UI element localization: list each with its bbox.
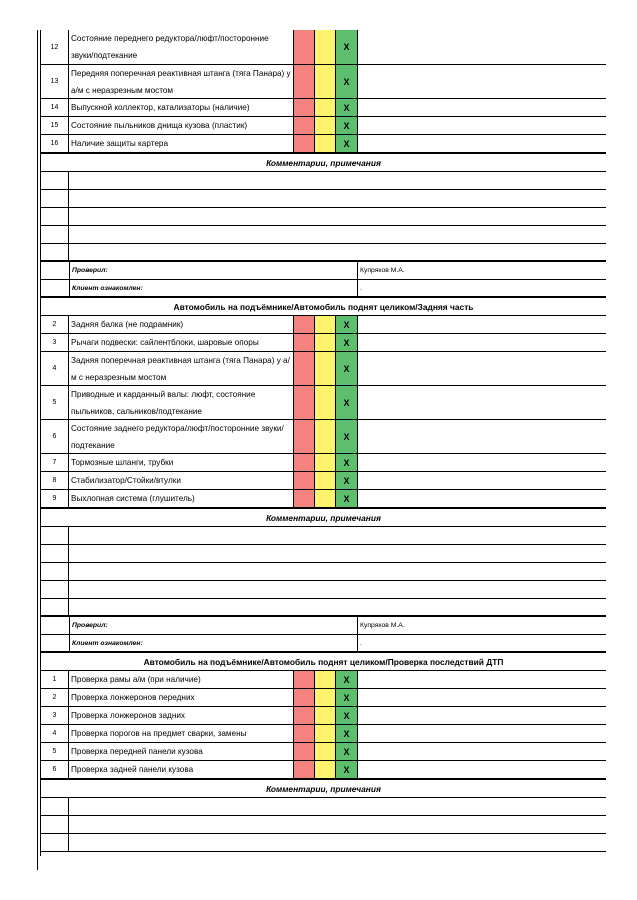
comments-heading: Комментарии, примечания: [41, 780, 606, 798]
row-remark[interactable]: [357, 386, 606, 419]
row-description: Задняя балка (не подрамник): [71, 320, 184, 329]
status-green-cell[interactable]: X: [335, 117, 358, 134]
comment-line[interactable]: [41, 599, 606, 617]
row-description: Рычаги подвески: сайлентблоки, шаровые опоры: [71, 338, 259, 347]
row-remark[interactable]: [357, 707, 606, 724]
status-yellow-cell[interactable]: [314, 490, 336, 507]
status-red-cell[interactable]: [293, 707, 315, 724]
check-row-4: [41, 352, 606, 386]
status-green-cell[interactable]: X: [335, 454, 358, 471]
status-red-cell[interactable]: [293, 454, 315, 471]
row-description: Проверка задней панели кузова: [71, 765, 194, 774]
checked-by-label: Проверил:: [69, 617, 357, 634]
row-number: 9: [41, 490, 69, 507]
status-yellow-cell[interactable]: [314, 99, 336, 116]
comment-line[interactable]: [41, 226, 606, 244]
check-row-3: [41, 707, 606, 725]
row-description: Наличие защиты картера: [71, 139, 169, 148]
status-yellow-cell[interactable]: [314, 707, 336, 724]
check-row-1: [41, 671, 606, 689]
row-remark[interactable]: [357, 65, 606, 98]
check-row-13: [41, 65, 606, 99]
row-number: 5: [41, 743, 69, 760]
row-remark[interactable]: [357, 689, 606, 706]
comment-line[interactable]: [41, 208, 606, 226]
section-title-rear: Автомобиль на подъёмнике/Автомобиль поднят целиком/Задняя часть: [41, 298, 606, 316]
client-acknowledged-value: .: [357, 280, 606, 296]
row-description: Тормозные шланги, трубки: [71, 458, 174, 467]
comment-line[interactable]: [41, 244, 606, 262]
check-row-16: [41, 135, 606, 154]
row-description: Задняя поперечная реактивная штанга (тяга Панара) у а/м с неразрезным мостом: [71, 355, 290, 382]
row-remark[interactable]: [357, 117, 606, 134]
row-remark[interactable]: [357, 490, 606, 507]
status-yellow-cell[interactable]: [314, 671, 336, 688]
checked-by-value: Купряков М.А.: [357, 262, 606, 279]
check-row-6: [41, 420, 606, 454]
row-number: 3: [41, 707, 69, 724]
status-green-cell[interactable]: X: [335, 725, 358, 742]
row-remark[interactable]: [357, 334, 606, 351]
check-row-9: [41, 490, 606, 509]
row-remark[interactable]: [357, 472, 606, 489]
status-green-cell[interactable]: X: [335, 352, 358, 385]
comment-line[interactable]: [41, 527, 606, 545]
status-green-cell[interactable]: X: [335, 490, 358, 507]
row-number: 3: [41, 334, 69, 351]
client-acknowledged-label: Клиент ознакомлен:: [69, 635, 357, 651]
row-remark[interactable]: [357, 454, 606, 471]
row-number: 5: [41, 386, 69, 419]
check-row-4: [41, 725, 606, 743]
status-red-cell[interactable]: [293, 65, 315, 98]
check-row-15: [41, 117, 606, 135]
row-description: Состояние переднего редуктора/люфт/посторонние звуки/подтекание: [71, 34, 269, 60]
status-yellow-cell[interactable]: [314, 420, 336, 453]
status-red-cell[interactable]: [293, 316, 315, 333]
check-row-2: [41, 689, 606, 707]
status-yellow-cell[interactable]: [314, 761, 336, 778]
inspection-sheet: [41, 30, 606, 852]
client-acknowledged-row: [41, 280, 606, 298]
comments-heading: Комментарии, примечания: [41, 509, 606, 527]
row-remark[interactable]: [357, 352, 606, 385]
status-yellow-cell[interactable]: [314, 117, 336, 134]
row-description: Приводные и карданный валы: люфт, состояние пыльников, сальников/подтекание: [71, 389, 256, 416]
client-acknowledged-row: [41, 635, 606, 653]
status-green-cell[interactable]: X: [335, 707, 358, 724]
status-yellow-cell[interactable]: [314, 454, 336, 471]
status-green-cell[interactable]: X: [335, 761, 358, 778]
comment-line[interactable]: [41, 172, 606, 190]
row-number: 14: [41, 99, 69, 116]
row-description: Передняя поперечная реактивная штанга (тяга Панара) у а/м с неразрезным мостом: [71, 68, 291, 95]
status-green-cell[interactable]: X: [335, 743, 358, 760]
row-number: 6: [41, 420, 69, 453]
row-description: Состояние пыльников днища кузова (пластик): [71, 121, 248, 130]
status-green-cell[interactable]: X: [335, 334, 358, 351]
check-row-2: [41, 316, 606, 334]
comment-line[interactable]: [41, 816, 606, 834]
status-green-cell[interactable]: X: [335, 30, 358, 64]
status-red-cell[interactable]: [293, 334, 315, 351]
row-number: 15: [41, 117, 69, 134]
row-number: 4: [41, 352, 69, 385]
check-row-8: [41, 472, 606, 490]
section-title-accident: Автомобиль на подъёмнике/Автомобиль поднят целиком/Проверка последствий ДТП: [41, 653, 606, 671]
status-green-cell[interactable]: X: [335, 420, 358, 453]
comment-line[interactable]: [41, 545, 606, 563]
comment-line[interactable]: [41, 581, 606, 599]
check-row-5: [41, 743, 606, 761]
status-red-cell[interactable]: [293, 671, 315, 688]
row-number: 2: [41, 316, 69, 333]
row-number: 4: [41, 725, 69, 742]
status-red-cell[interactable]: [293, 472, 315, 489]
row-number: 12: [41, 30, 69, 64]
checked-by-label: Проверил:: [69, 262, 357, 279]
row-remark[interactable]: [357, 671, 606, 688]
row-description: Проверка рамы а/м (при наличие): [71, 675, 201, 684]
status-red-cell[interactable]: [293, 135, 315, 152]
check-row-7: [41, 454, 606, 472]
status-yellow-cell[interactable]: [314, 472, 336, 489]
status-red-cell[interactable]: [293, 725, 315, 742]
row-description: Выхлопная система (глушитель): [71, 494, 195, 503]
row-remark[interactable]: [357, 725, 606, 742]
row-number: 13: [41, 65, 69, 98]
status-green-cell[interactable]: X: [335, 472, 358, 489]
row-number: 6: [41, 761, 69, 778]
comment-line[interactable]: [41, 798, 606, 816]
status-yellow-cell[interactable]: [314, 725, 336, 742]
row-remark[interactable]: [357, 135, 606, 152]
comments-heading: Комментарии, примечания: [41, 154, 606, 172]
comment-line[interactable]: [41, 834, 606, 852]
status-green-cell[interactable]: X: [335, 689, 358, 706]
checked-by-row: [41, 617, 606, 635]
check-row-6: [41, 761, 606, 780]
client-acknowledged-label: Клиент ознакомлен:: [69, 280, 357, 296]
row-description: Проверка лонжеронов задних: [71, 711, 186, 720]
row-number: 7: [41, 454, 69, 471]
status-red-cell[interactable]: [293, 386, 315, 419]
status-red-cell[interactable]: [293, 689, 315, 706]
status-green-cell[interactable]: X: [335, 65, 358, 98]
status-green-cell[interactable]: X: [335, 135, 358, 152]
status-red-cell[interactable]: [293, 490, 315, 507]
status-red-cell[interactable]: [293, 30, 315, 64]
row-description: Проверка лонжеронов передних: [71, 693, 195, 702]
check-row-3: [41, 334, 606, 352]
row-number: 8: [41, 472, 69, 489]
check-row-14: [41, 99, 606, 117]
row-remark[interactable]: [357, 30, 606, 64]
check-row-5: [41, 386, 606, 420]
status-yellow-cell[interactable]: [314, 30, 336, 64]
status-red-cell[interactable]: [293, 743, 315, 760]
status-yellow-cell[interactable]: [314, 689, 336, 706]
left-border-outer: [37, 30, 38, 870]
status-yellow-cell[interactable]: [314, 352, 336, 385]
status-red-cell[interactable]: [293, 420, 315, 453]
row-description: Проверка порогов на предмет сварки, замены: [71, 729, 247, 738]
row-description: Выпускной коллектор, катализаторы (наличие): [71, 103, 250, 112]
row-number: 16: [41, 135, 69, 152]
status-red-cell[interactable]: [293, 761, 315, 778]
status-green-cell[interactable]: X: [335, 316, 358, 333]
status-red-cell[interactable]: [293, 117, 315, 134]
status-yellow-cell[interactable]: [314, 316, 336, 333]
status-yellow-cell[interactable]: [314, 135, 336, 152]
comment-line[interactable]: [41, 563, 606, 581]
status-yellow-cell[interactable]: [314, 386, 336, 419]
row-remark[interactable]: [357, 420, 606, 453]
client-acknowledged-value: .: [357, 635, 606, 651]
status-green-cell[interactable]: X: [335, 671, 358, 688]
row-remark[interactable]: [357, 316, 606, 333]
status-yellow-cell[interactable]: [314, 65, 336, 98]
row-description: Стабилизатор/Стойки/втулки: [71, 476, 181, 485]
row-number: 2: [41, 689, 69, 706]
row-number: 1: [41, 671, 69, 688]
row-description: Проверка передней панели кузова: [71, 747, 203, 756]
checked-by-value: Купряков М.А.: [357, 617, 606, 634]
comment-line[interactable]: [41, 190, 606, 208]
status-yellow-cell[interactable]: [314, 743, 336, 760]
check-row-12: [41, 30, 606, 65]
status-yellow-cell[interactable]: [314, 334, 336, 351]
row-description: Состояние заднего редуктора/люфт/посторонние звуки/подтекание: [71, 423, 284, 450]
status-green-cell[interactable]: X: [335, 99, 358, 116]
status-red-cell[interactable]: [293, 352, 315, 385]
checked-by-row: [41, 262, 606, 280]
row-remark[interactable]: [357, 743, 606, 760]
row-remark[interactable]: [357, 761, 606, 778]
status-red-cell[interactable]: [293, 99, 315, 116]
status-green-cell[interactable]: X: [335, 386, 358, 419]
row-remark[interactable]: [357, 99, 606, 116]
